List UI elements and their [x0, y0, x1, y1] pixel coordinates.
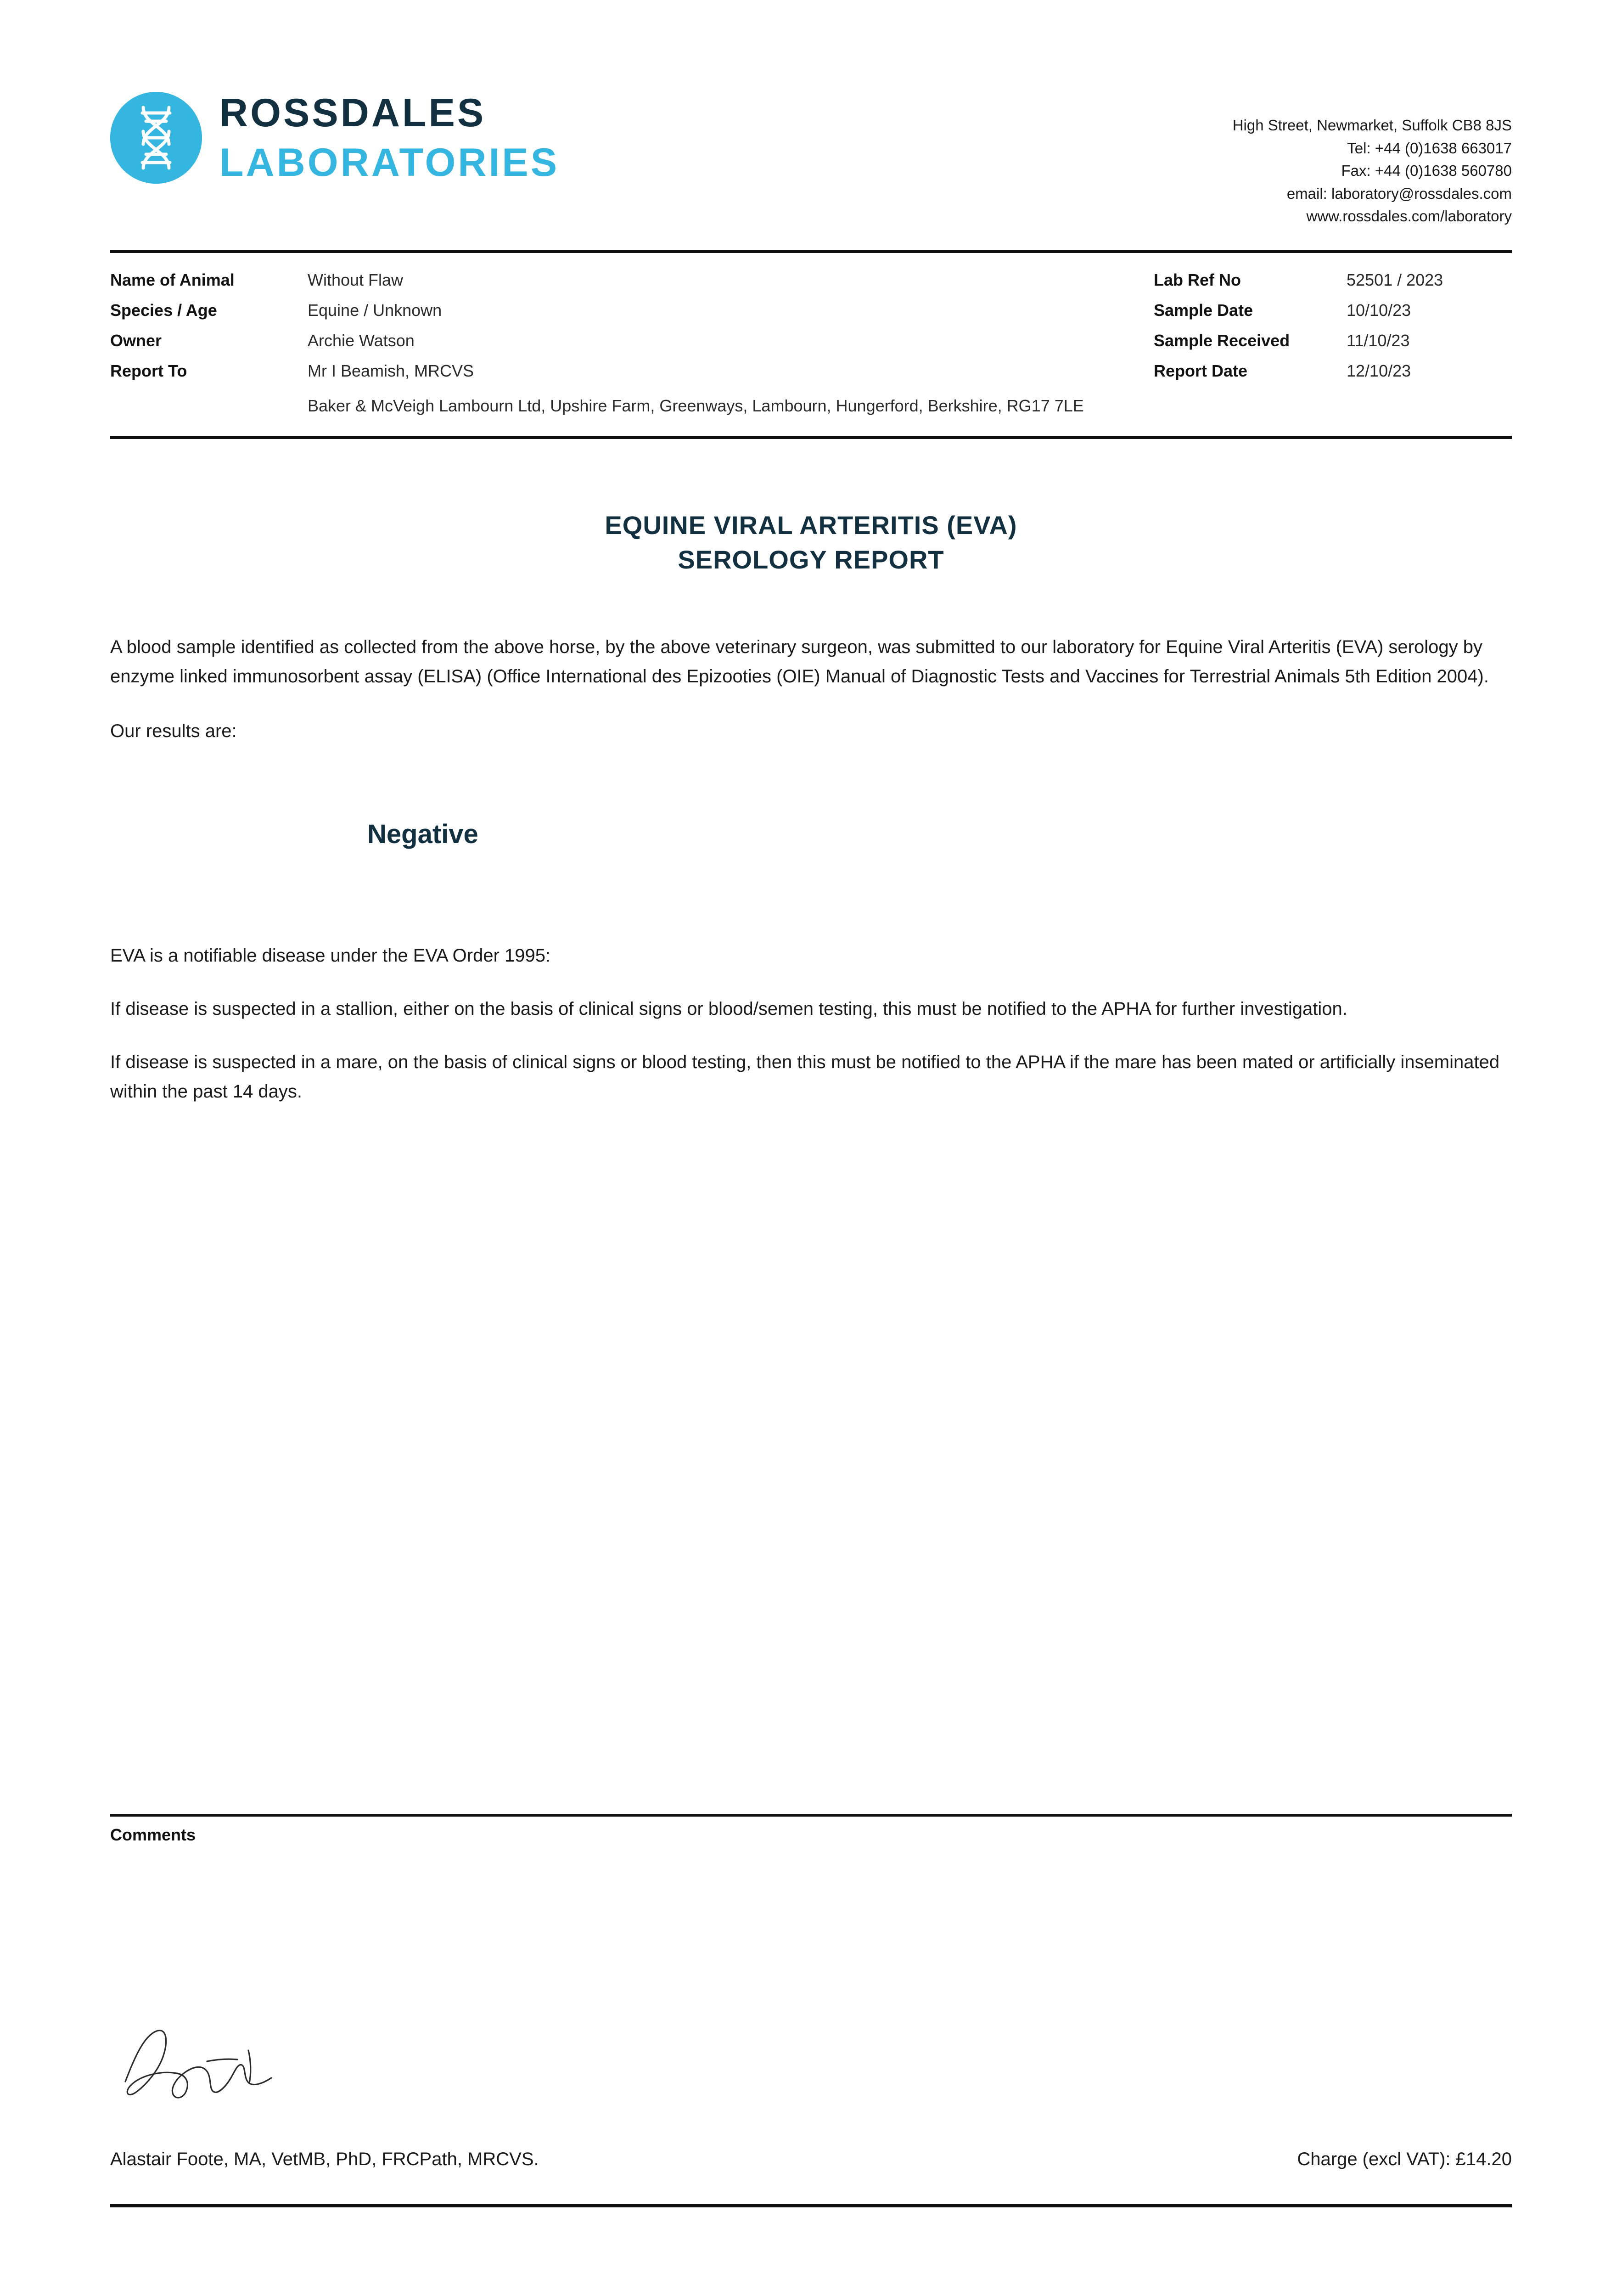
- table-row: [110, 301, 1512, 320]
- field-label: Report To: [110, 361, 187, 380]
- field-label: Species / Age: [110, 300, 217, 320]
- report-body: [110, 632, 1512, 1106]
- field-value: Equine / Unknown: [308, 300, 442, 320]
- field-label: Report Date: [1154, 361, 1248, 380]
- page-title: [110, 508, 1512, 577]
- contact-address: High Street, Newmarket, Suffolk CB8 8JS: [1232, 117, 1512, 134]
- brand-name-secondary: LABORATORIES: [219, 141, 560, 185]
- result-value: Negative: [367, 819, 478, 850]
- contact-website: www.rossdales.com/laboratory: [1306, 208, 1512, 225]
- patient-details-table: [110, 253, 1512, 436]
- practice-address: Baker & McVeigh Lambourn Ltd, Upshire Farm, Greenways, Lambourn, Hungerford, Berkshire, RG17 7LE: [308, 396, 1084, 415]
- footer-divider: [110, 2204, 1512, 2207]
- dna-helix-icon: [110, 92, 202, 184]
- header-divider: [110, 250, 1512, 253]
- signatory-name: Alastair Foote, MA, VetMB, PhD, FRCPath, MRCVS.: [110, 2149, 539, 2169]
- field-label: Owner: [110, 331, 162, 350]
- table-row: [110, 361, 1512, 381]
- details-divider: [110, 436, 1512, 439]
- comments-label: Comments: [110, 1825, 196, 1844]
- contact-tel: Tel: +44 (0)1638 663017: [1347, 139, 1512, 157]
- title-line-1: EQUINE VIRAL ARTERITIS (EVA): [605, 510, 1017, 540]
- field-label: Sample Date: [1154, 300, 1253, 320]
- signature-image: [117, 2023, 466, 2128]
- contact-fax: Fax: +44 (0)1638 560780: [1341, 162, 1512, 179]
- field-label: Name of Animal: [110, 270, 235, 289]
- field-value: Without Flaw: [308, 270, 404, 289]
- field-value: Archie Watson: [308, 331, 415, 350]
- field-value: 10/10/23: [1347, 300, 1411, 320]
- field-value: Mr I Beamish, MRCVS: [308, 361, 474, 380]
- note-paragraph-2: If disease is suspected in a stallion, either on the basis of clinical signs or blood/semen testing, this must be notified to the APHA for further investigation.: [110, 999, 1347, 1019]
- charge-amount: Charge (excl VAT): £14.20: [1297, 2149, 1512, 2169]
- notifiable-disease-notes: [110, 941, 1512, 1106]
- table-row: [110, 270, 1512, 290]
- comments-divider: [110, 1814, 1512, 1817]
- page-header: [110, 0, 1512, 228]
- contact-block: [1233, 92, 1512, 228]
- note-paragraph-1: EVA is a notifiable disease under the EVA Order 1995:: [110, 945, 551, 966]
- footer-row: [110, 2149, 1512, 2170]
- field-value: 11/10/23: [1347, 331, 1410, 350]
- field-label: Sample Received: [1154, 331, 1290, 350]
- title-line-2: SEROLOGY REPORT: [678, 545, 944, 574]
- field-value: 52501 / 2023: [1347, 270, 1443, 289]
- results-lead: Our results are:: [110, 721, 237, 742]
- contact-email: email: laboratory@rossdales.com: [1286, 185, 1512, 202]
- brand-name-primary: ROSSDALES: [219, 91, 486, 135]
- table-row: [110, 331, 1512, 350]
- field-value: 12/10/23: [1347, 361, 1411, 380]
- note-paragraph-3: If disease is suspected in a mare, on the basis of clinical signs or blood testing, then this must be notified to the APHA if the mare has been mated or artificially inseminated within the past 14 days.: [110, 1052, 1500, 1102]
- field-label: Lab Ref No: [1154, 270, 1241, 289]
- intro-paragraph: A blood sample identified as collected from the above horse, by the above veterinary surgeon, was submitted to our laboratory for Equine Viral Arteritis (EVA) serology by enzyme linked immunosorbent assay (ELISA) (Office International des Epizooties (OIE) Manual of Diagnostic Tests and Vaccines for Terrestrial Animals 5th Edition 2004).: [110, 636, 1489, 687]
- brand-lockup: [110, 92, 559, 184]
- brand-text: [219, 91, 560, 185]
